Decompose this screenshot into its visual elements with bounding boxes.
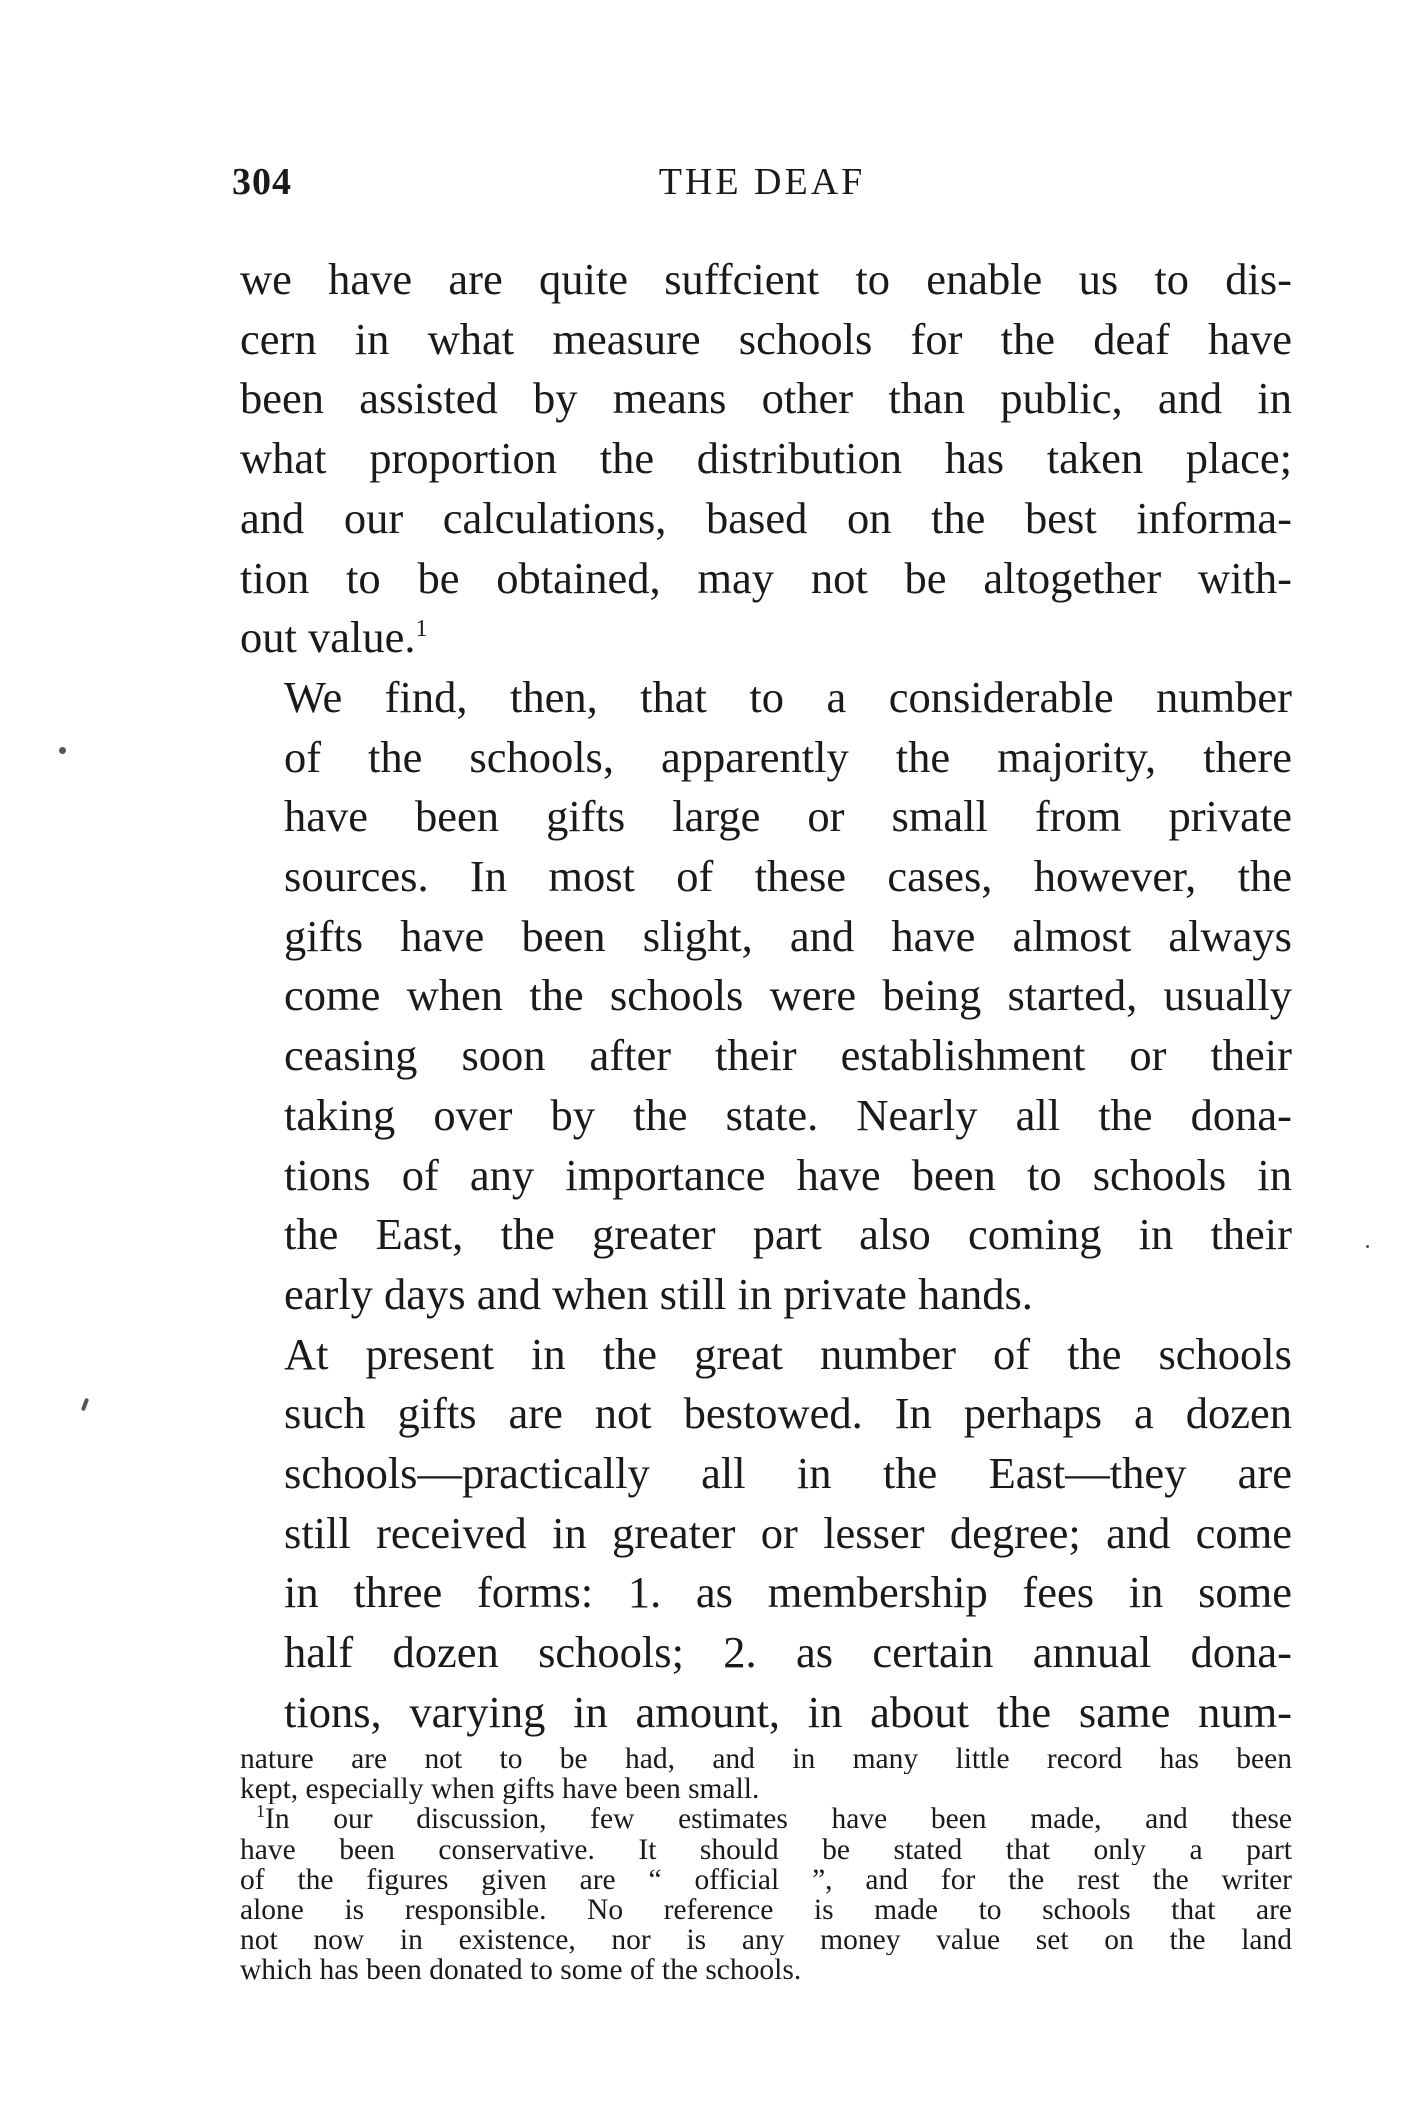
text-line-content: out value. <box>240 612 416 663</box>
text-line: and our calculations, based on the best informa- <box>240 492 1292 543</box>
footnote-line-content: In our discussion, few estimates have been made, and these <box>265 1804 1292 1835</box>
footnote-line: have been conservative. It should be stated that only a part <box>240 1834 1292 1865</box>
text-line: tion to be obtained, may not be altogether with- <box>240 552 1292 603</box>
scan-speck <box>81 1398 89 1412</box>
scan-speck <box>59 747 66 754</box>
text-line: such gifts are not bestowed. In perhaps a dozen <box>284 1388 1292 1439</box>
paragraph-1 <box>240 250 1292 668</box>
running-title: THE DEAF <box>658 161 866 203</box>
footnote-continued <box>240 1744 1292 1804</box>
footnote-1 <box>240 1804 1292 1985</box>
text-line: schools—practically all in the East—they are <box>284 1448 1292 1499</box>
text-line: tions of any importance have been to schools in <box>284 1149 1292 1200</box>
text-line: been assisted by means other than public, and in <box>240 373 1292 424</box>
body-text <box>240 250 1292 1743</box>
text-line: At present in the great number of the schools <box>284 1328 1292 1379</box>
footnote-line: nature are not to be had, and in many little record has been <box>240 1744 1292 1775</box>
text-line: what proportion the distribution has taken place; <box>240 433 1292 484</box>
text-line: sources. In most of these cases, however, the <box>284 851 1292 902</box>
footnote-line: which has been donated to some of the schools. <box>240 1955 802 1986</box>
text-line: the East, the greater part also coming in their <box>284 1209 1292 1260</box>
footnote-reference: 1 <box>415 616 428 643</box>
text-line: have been gifts large or small from private <box>284 791 1292 842</box>
footnote-line: alone is responsible. No reference is made to schools that are <box>240 1895 1292 1926</box>
text-line: gifts have been slight, and have almost always <box>284 910 1292 961</box>
text-line: in three forms: 1. as membership fees in some <box>284 1567 1292 1618</box>
text-line: we have are quite suffcient to enable us to dis- <box>240 254 1292 304</box>
footnote-line: of the figures given are “ official ”, and for the rest the writer <box>240 1864 1292 1896</box>
text-line: ceasing soon after their establishment or their <box>284 1030 1292 1081</box>
text-line: half dozen schools; 2. as certain annual dona- <box>284 1627 1292 1678</box>
text-line: of the schools, apparently the majority, there <box>284 731 1292 782</box>
footnote-line: kept, especially when gifts have been small. <box>240 1774 760 1805</box>
page-header <box>232 160 1292 220</box>
scan-speck <box>1366 1245 1369 1248</box>
footnote-line <box>240 1804 1292 1834</box>
footnote-mark: 1 <box>256 1804 265 1822</box>
text-line: taking over by the state. Nearly all the dona- <box>284 1089 1292 1140</box>
footnote-line: not now in existence, nor is any money value set on the land <box>240 1925 1292 1956</box>
text-line: cern in what measure schools for the deaf have <box>240 313 1292 364</box>
text-line: tions, varying in amount, in about the same num- <box>284 1686 1292 1737</box>
text-line: come when the schools were being started, usually <box>284 970 1292 1021</box>
text-line: early days and when still in private hands. <box>284 1268 1033 1319</box>
paragraph-2 <box>240 668 1292 1325</box>
footnotes <box>240 1744 1292 1986</box>
text-line: We find, then, that to a considerable number <box>284 671 1292 722</box>
text-line: still received in greater or lesser degree; and come <box>284 1507 1292 1558</box>
text-line <box>240 608 1292 668</box>
page-number: 304 <box>232 161 292 203</box>
paragraph-3 <box>240 1325 1292 1743</box>
